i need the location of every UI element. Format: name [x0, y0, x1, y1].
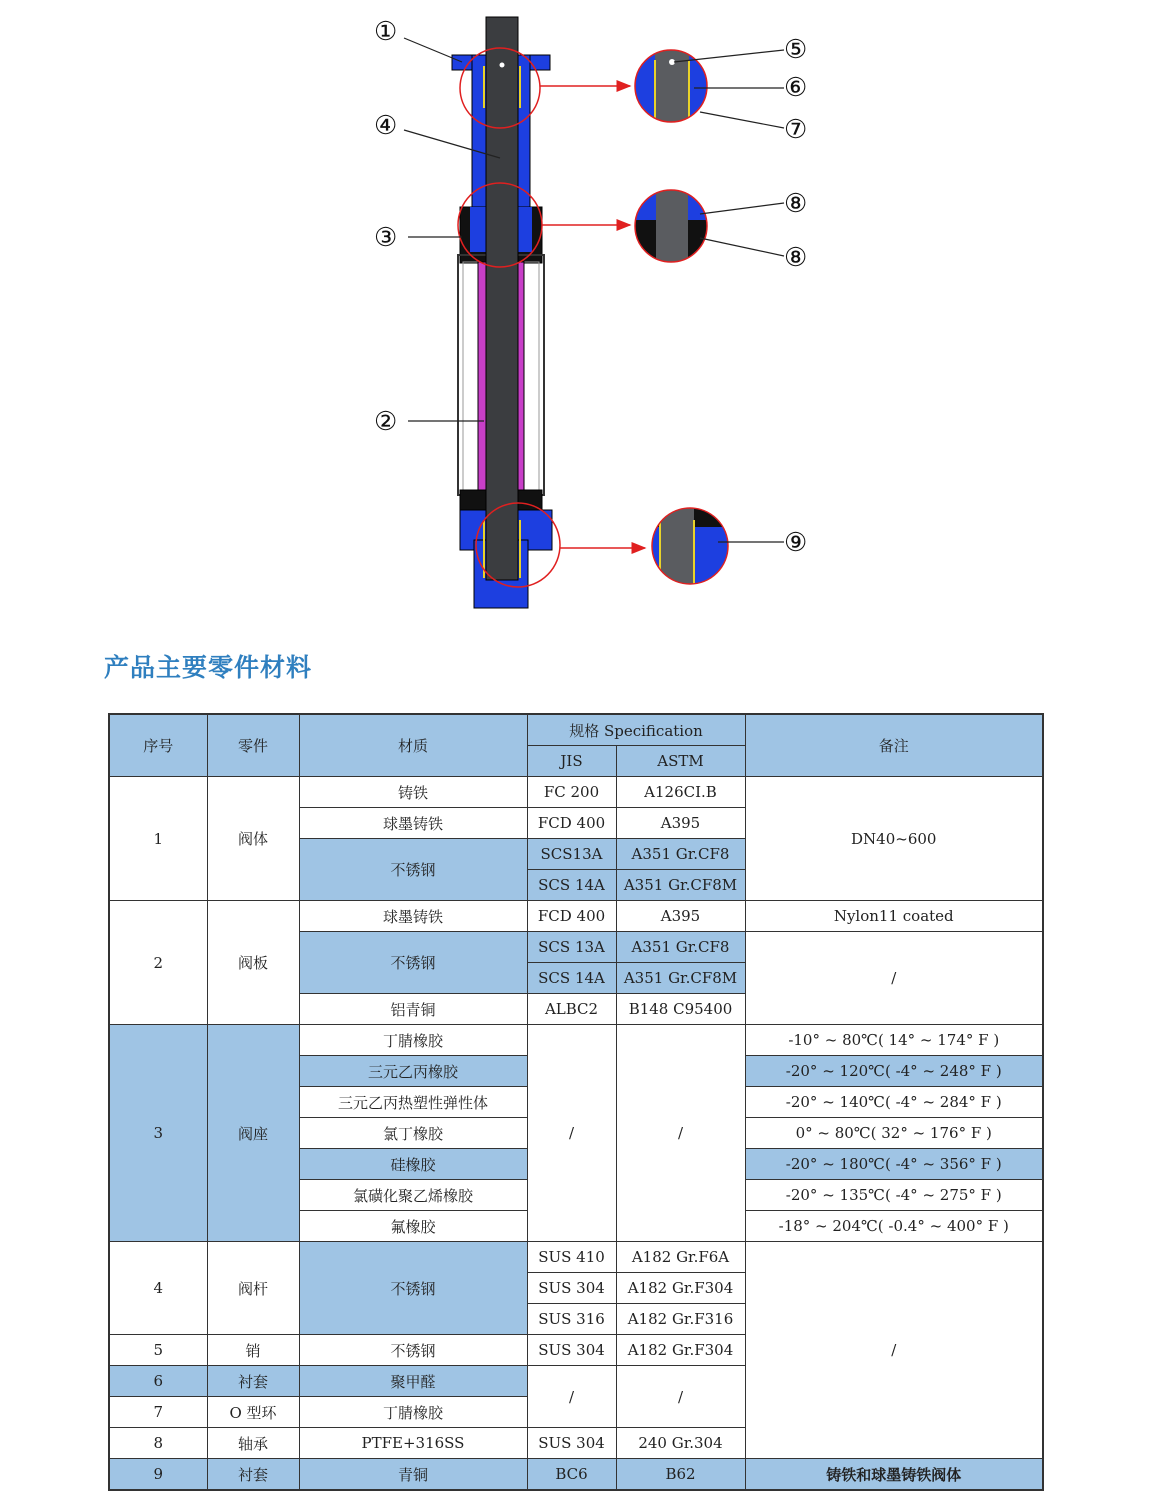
header-material: 材质 [299, 714, 527, 777]
cell-material: 丁腈橡胶 [299, 1397, 527, 1428]
cell-material: 三元乙丙热塑性弹性体 [299, 1087, 527, 1118]
callout-6: ⑥ [784, 73, 808, 103]
cell-part: 阀杆 [207, 1242, 299, 1335]
cell-material: 不锈钢 [299, 1242, 527, 1335]
cell-astm: A351 Gr.CF8 [616, 932, 745, 963]
cell-astm: B62 [616, 1459, 745, 1491]
cell-jis: BC6 [527, 1459, 616, 1491]
cell-astm: A182 Gr.F304 [616, 1335, 745, 1366]
cell-jis: SCS13A [527, 839, 616, 870]
cell-jis: FCD 400 [527, 901, 616, 932]
cell-astm: A182 Gr.F6A [616, 1242, 745, 1273]
cell-part: O 型环 [207, 1397, 299, 1428]
cell-material: 不锈钢 [299, 1335, 527, 1366]
cell-astm: A351 Gr.CF8 [616, 839, 745, 870]
cell-jis: SCS 14A [527, 963, 616, 994]
cell-material: 聚甲醛 [299, 1366, 527, 1397]
cell-material: 三元乙丙橡胶 [299, 1056, 527, 1087]
cell-material: 不锈钢 [299, 932, 527, 994]
cell-no: 7 [109, 1397, 207, 1428]
cell-jis: FCD 400 [527, 808, 616, 839]
cell-note: 铸铁和球墨铸铁阀体 [745, 1459, 1043, 1491]
cell-material: 丁腈橡胶 [299, 1025, 527, 1056]
cell-material: 铝青铜 [299, 994, 527, 1025]
callout-8a: ⑧ [784, 189, 808, 219]
cell-material: 球墨铸铁 [299, 901, 527, 932]
cell-astm: B148 C95400 [616, 994, 745, 1025]
cell-no: 3 [109, 1025, 207, 1242]
materials-table [108, 713, 1044, 1491]
cell-astm: A395 [616, 808, 745, 839]
cell-no: 4 [109, 1242, 207, 1335]
header-note: 备注 [745, 714, 1043, 777]
cell-jis: / [527, 1025, 616, 1242]
cell-part: 衬套 [207, 1366, 299, 1397]
callout-5: ⑤ [784, 35, 808, 65]
cell-note: -18° ~ 204℃( -0.4° ~ 400° F ) [745, 1211, 1043, 1242]
cell-material: 氯磺化聚乙烯橡胶 [299, 1180, 527, 1211]
cell-part: 衬套 [207, 1459, 299, 1491]
header-no: 序号 [109, 714, 207, 777]
cell-astm: A395 [616, 901, 745, 932]
cell-astm: A182 Gr.F304 [616, 1273, 745, 1304]
table-row [109, 777, 1043, 808]
cell-no: 8 [109, 1428, 207, 1459]
table-row [109, 1242, 1043, 1273]
cell-material: 青铜 [299, 1459, 527, 1491]
cell-no: 9 [109, 1459, 207, 1491]
header-spec: 规格 Specification [527, 714, 745, 746]
cell-astm: A126CI.B [616, 777, 745, 808]
cell-part: 轴承 [207, 1428, 299, 1459]
valve-cross-section-diagram [0, 0, 1150, 630]
cell-jis: SUS 304 [527, 1273, 616, 1304]
leader-lines [404, 38, 784, 542]
cell-note: DN40~600 [745, 777, 1043, 901]
cell-jis: SUS 304 [527, 1335, 616, 1366]
valve-stem [486, 17, 518, 580]
cell-jis: SUS 316 [527, 1304, 616, 1335]
cell-astm: 240 Gr.304 [616, 1428, 745, 1459]
callout-7: ⑦ [784, 115, 808, 145]
cell-jis: FC 200 [527, 777, 616, 808]
section-title: 产品主要零件材料 [104, 653, 313, 682]
callout-8b: ⑧ [784, 243, 808, 273]
cell-no: 2 [109, 901, 207, 1025]
header-astm: ASTM [616, 746, 745, 777]
cell-no: 5 [109, 1335, 207, 1366]
cell-note: -20° ~ 180℃( -4° ~ 356° F ) [745, 1149, 1043, 1180]
callout-2: ② [374, 407, 398, 437]
valve-assembly [452, 17, 560, 608]
callout-4: ④ [374, 111, 398, 141]
callout-3: ③ [374, 223, 398, 253]
cell-note: -20° ~ 135℃( -4° ~ 275° F ) [745, 1180, 1043, 1211]
cell-part: 阀座 [207, 1025, 299, 1242]
cell-note: 0° ~ 80℃( 32° ~ 176° F ) [745, 1118, 1043, 1149]
cell-astm: / [616, 1366, 745, 1428]
cell-jis: SCS 13A [527, 932, 616, 963]
cell-note: / [745, 1242, 1043, 1459]
cell-material: PTFE+316SS [299, 1428, 527, 1459]
cell-part: 阀体 [207, 777, 299, 901]
cell-note: -20° ~ 140℃( -4° ~ 284° F ) [745, 1087, 1043, 1118]
cell-material: 硅橡胶 [299, 1149, 527, 1180]
cell-material: 不锈钢 [299, 839, 527, 901]
detail-view-bottom [650, 505, 730, 595]
cell-no: 1 [109, 777, 207, 901]
header-part: 零件 [207, 714, 299, 777]
cell-astm: A351 Gr.CF8M [616, 870, 745, 901]
cell-jis: SCS 14A [527, 870, 616, 901]
cell-jis: SUS 410 [527, 1242, 616, 1273]
cell-no: 6 [109, 1366, 207, 1397]
cell-jis: / [527, 1366, 616, 1428]
cell-part: 销 [207, 1335, 299, 1366]
cell-jis: SUS 304 [527, 1428, 616, 1459]
cell-note: / [745, 932, 1043, 1025]
cell-note: -20° ~ 120℃( -4° ~ 248° F ) [745, 1056, 1043, 1087]
cell-jis: ALBC2 [527, 994, 616, 1025]
cell-material: 铸铁 [299, 777, 527, 808]
cell-part: 阀板 [207, 901, 299, 1025]
table-row [109, 1459, 1043, 1491]
cell-astm: A351 Gr.CF8M [616, 963, 745, 994]
callout-9: ⑨ [784, 528, 808, 558]
cell-material: 球墨铸铁 [299, 808, 527, 839]
cell-note: -10° ~ 80℃( 14° ~ 174° F ) [745, 1025, 1043, 1056]
cell-astm: A182 Gr.F316 [616, 1304, 745, 1335]
cell-astm: / [616, 1025, 745, 1242]
table-row [109, 901, 1043, 932]
header-jis: JIS [527, 746, 616, 777]
callout-1: ① [374, 17, 398, 47]
table-row [109, 1025, 1043, 1056]
cell-material: 氯丁橡胶 [299, 1118, 527, 1149]
cell-material: 氟橡胶 [299, 1211, 527, 1242]
cell-note: Nylon11 coated [745, 901, 1043, 932]
pin [500, 63, 505, 68]
